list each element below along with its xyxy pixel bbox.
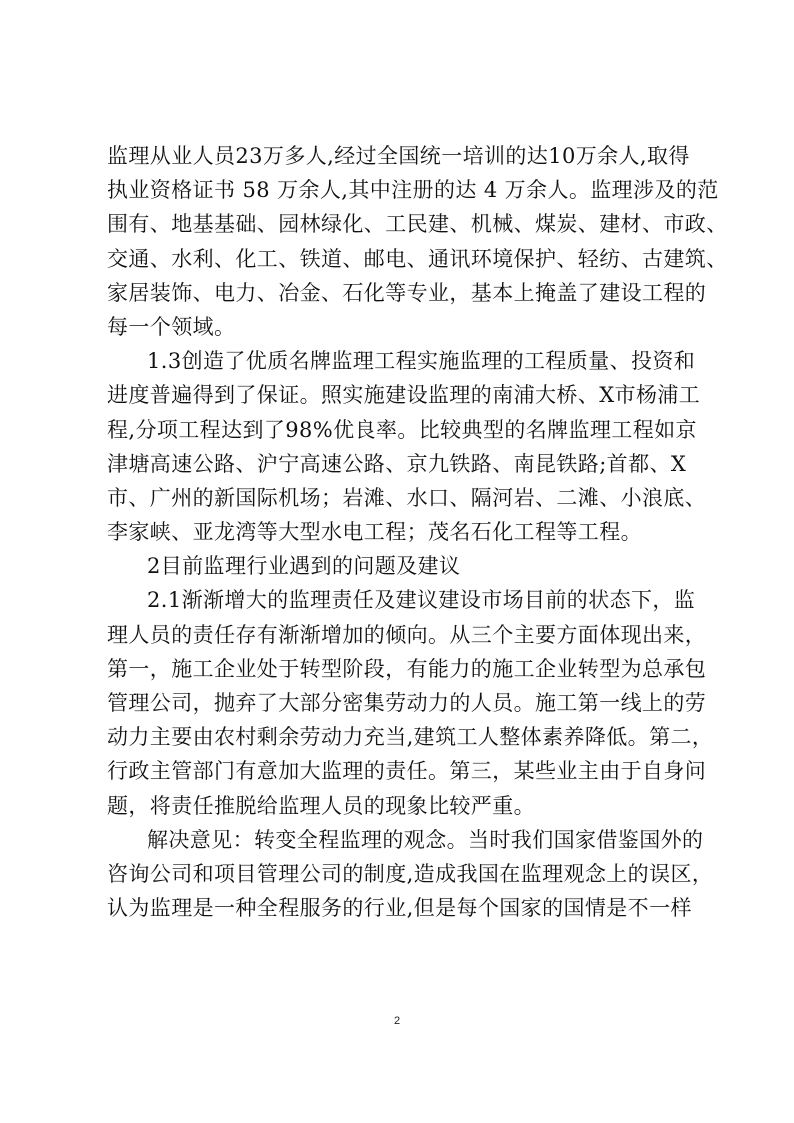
document-body [107, 139, 728, 925]
text-line: 管理公司，抛弃了大部分密集劳动力的人员。施工第一线上的劳 [107, 691, 707, 715]
page-number: 2 [393, 1015, 401, 1027]
text-line: 程,分项工程达到了98%优良率。比较典型的名牌监理工程如京 [107, 417, 697, 442]
text-line: 行政主管部门有意加大监理的责任。第三，某些业主由于自身问 [107, 759, 707, 784]
text-line: 进度普遍得到了保证。照实施建设监理的南浦大桥、X市杨浦工 [107, 383, 701, 408]
text-line: 咨询公司和项目管理公司的制度,造成我国在监理观念上的误区， [107, 861, 714, 886]
text-line: 认为监理是一种全程服务的行业,但是每个国家的国情是不一样 [107, 896, 692, 921]
text-line: 市、广州的新国际机场；岩滩、水口、隔河岩、二滩、小浪底、 [107, 485, 707, 510]
text-line: 围有、地基基础、园林绿化、工民建、机械、煤炭、建材、市政、 [107, 212, 728, 237]
text-line: 家居装饰、电力、冶金、石化等专业，基本上掩盖了建设工程的 [107, 280, 707, 305]
text-line: 题，将责任推脱给监理人员的现象比较严重。 [107, 793, 535, 818]
text-line: 执业资格证书 58 万余人,其中注册的达 4 万余人。监理涉及的范 [107, 178, 719, 203]
text-line: 2.1渐渐增大的监理责任及建议建设市场目前的状态下，监 [147, 588, 696, 613]
text-line: 每一个领域。 [107, 314, 236, 339]
text-line: 动力主要由农村剩余劳动力充当,建筑工人整体素养降低。第二， [107, 725, 714, 750]
text-line: 交通、水利、化工、铁道、邮电、通讯环境保护、轻纺、古建筑、 [107, 246, 728, 271]
text-line: 津塘高速公路、沪宁高速公路、京九铁路、南昆铁路;首都、X [107, 451, 687, 476]
text-line: 解决意见：转变全程监理的观念。当时我们国家借鉴国外的 [147, 827, 704, 852]
text-line: 1.3创造了优质名牌监理工程实施监理的工程质量、投资和 [147, 349, 696, 374]
section-heading: 2目前监理行业遇到的问题及建议 [147, 554, 461, 579]
text-line: 李家峡、亚龙湾等大型水电工程；茂名石化工程等工程。 [107, 520, 642, 545]
text-line: 第一，施工企业处于转型阶段，有能力的施工企业转型为总承包 [107, 656, 707, 681]
text-line: 监理从业人员23万多人,经过全国统一培训的达10万余人,取得 [107, 144, 690, 168]
text-line: 理人员的责任存有渐渐增加的倾向。从三个主要方面体现出来， [107, 622, 707, 647]
